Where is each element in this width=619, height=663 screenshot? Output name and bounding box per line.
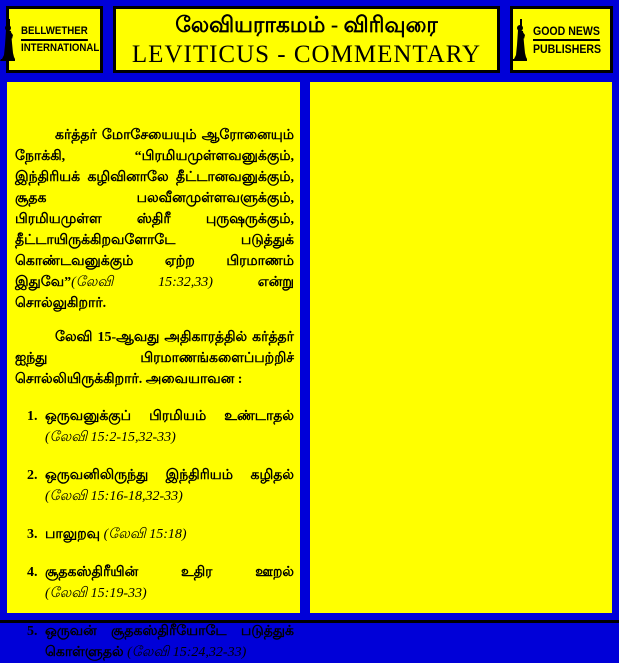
bellwether-logo-text bbox=[21, 25, 110, 55]
page-title-english: LEVITICUS - COMMENTARY bbox=[131, 40, 482, 68]
scripture-ref: (லேவி 15:16-18,32-33) bbox=[45, 489, 183, 504]
law-item-5 bbox=[15, 621, 294, 663]
law-item-2 bbox=[15, 465, 294, 507]
law-item-text: பாலுறவு bbox=[45, 527, 101, 542]
goodnews-logo-text bbox=[533, 24, 610, 56]
scripture-ref: (லேவி 15:18) bbox=[103, 527, 187, 542]
goodnews-name: GOOD NEWS bbox=[533, 24, 600, 41]
goodnews-subname: PUBLISHERS bbox=[533, 41, 602, 56]
bellwether-name: BELLWETHER bbox=[21, 25, 88, 41]
pilgrim-figure-icon bbox=[0, 19, 16, 61]
law-item-number: 1. bbox=[27, 409, 38, 424]
law-item-4 bbox=[15, 562, 294, 604]
law-item-1 bbox=[15, 406, 294, 448]
commentary-panel bbox=[7, 82, 300, 660]
law-item-number: 2. bbox=[27, 468, 38, 483]
scripture-ref: (லேவி 15:32,33) bbox=[71, 275, 213, 290]
bellwether-subname: INTERNATIONAL bbox=[20, 41, 99, 54]
intro-paragraph bbox=[15, 125, 294, 314]
law-item-number: 4. bbox=[27, 565, 38, 580]
chapter-summary-paragraph: லேவி 15-ஆவது அதிகாரத்தில் கர்த்தர் ஐந்து பிரமாணங்களைப்பற்றிச் சொல்லியிருக்கிறார். அவையாவன : bbox=[15, 330, 294, 387]
scripture-ref: (லேவி 15:2-15,32-33) bbox=[45, 430, 176, 445]
content-panel-empty bbox=[310, 82, 612, 613]
bottom-edge bbox=[0, 620, 619, 623]
law-item-text: ஒருவனுக்குப் பிரமியம் உண்டாதல் bbox=[45, 409, 294, 424]
intro-text-end: என்று சொல்லுகிறார். bbox=[15, 275, 294, 311]
pilgrim-figure-icon bbox=[512, 19, 528, 61]
title-box bbox=[113, 6, 500, 73]
law-item-text: சூதகஸ்திரீயின் உதிர ஊறல் bbox=[45, 565, 294, 580]
page-title-tamil: லேவியராகமம் - விரிவுரை bbox=[175, 11, 438, 37]
scripture-ref: (லேவி 15:24,32-33) bbox=[127, 645, 247, 660]
bellwether-logo bbox=[6, 6, 103, 73]
scripture-ref: (லேவி 15:19-33) bbox=[45, 586, 147, 601]
law-list bbox=[15, 406, 294, 663]
law-item-text: ஒருவன் சூதகஸ்திரீயோடே படுத்துக் கொள்ளுதல் bbox=[45, 624, 294, 660]
law-item-number: 3. bbox=[27, 527, 38, 542]
law-item-text: ஒருவனிலிருந்து இந்திரியம் கழிதல் bbox=[45, 468, 294, 483]
law-item-3 bbox=[15, 524, 294, 545]
goodnews-logo bbox=[510, 6, 613, 73]
law-item-number: 5. bbox=[27, 624, 38, 639]
intro-text: கர்த்தர் மோசேயையும் ஆரோனையும் நோக்கி, “பிரமியமுள்ளவனுக்கும், இந்திரியக் கழிவினாலே தீட்டானவனுக்கும், சூதக பலவீனமுள்ளவளுக்கும், பிரமியமுள்ள ஸ்திரீ புருஷருக்கும், தீட்டாயிருக்கிறவளோடே படுத்துக் கொண்டவனுக்கும் ஏற்ற பிரமாணம் இதுவே” bbox=[15, 128, 294, 290]
